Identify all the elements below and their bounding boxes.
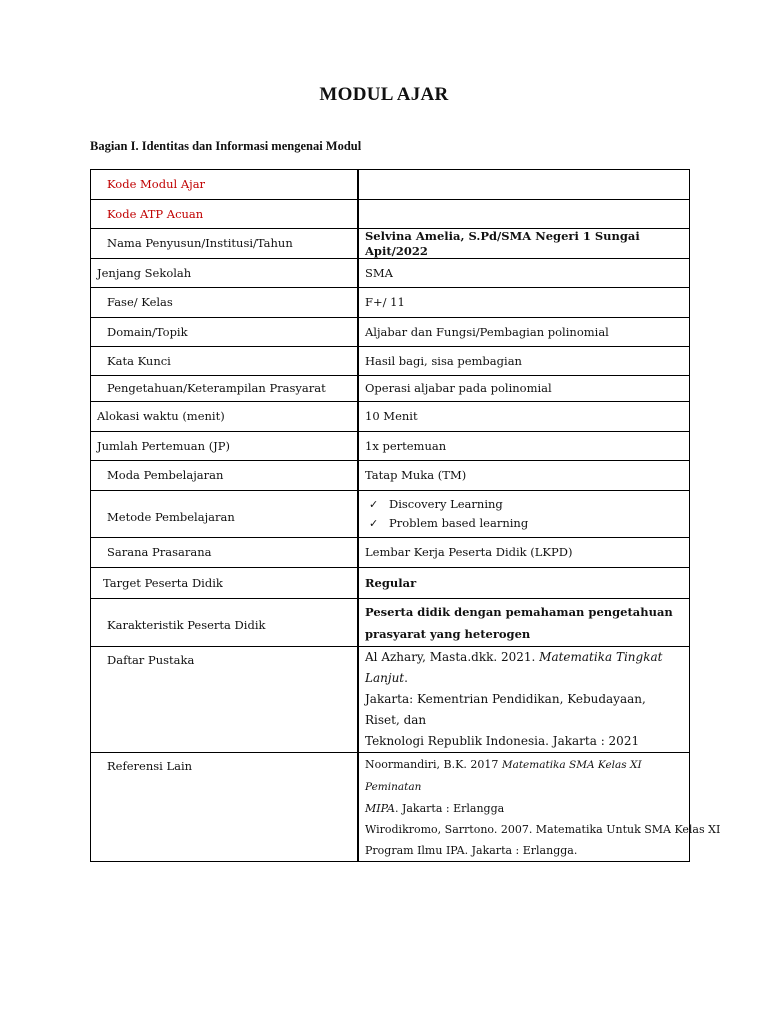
row-value: Hasil bagi, sisa pembagian <box>358 347 690 376</box>
check-icon: ✓ <box>369 498 379 511</box>
value-line: Peserta didik dengan pemahaman pengetahuan <box>365 604 673 619</box>
list-item <box>369 495 683 514</box>
table-row <box>91 599 690 647</box>
table-row <box>91 347 690 376</box>
list-item <box>369 514 683 533</box>
row-label: Target Peserta Didik <box>91 568 359 599</box>
ref-text: Al Azhary, Masta.dkk. 2021. <box>365 650 540 664</box>
value-line <box>365 647 683 689</box>
table-row <box>91 318 690 347</box>
row-label: Fase/ Kelas <box>91 288 359 318</box>
table-row <box>91 259 690 288</box>
row-value: Operasi aljabar pada polinomial <box>358 376 690 402</box>
row-label: Pengetahuan/Keterampilan Prasyarat <box>91 376 359 402</box>
table-row <box>91 753 690 862</box>
row-value: Regular <box>358 568 690 599</box>
table-row <box>91 288 690 318</box>
table-row <box>91 402 690 432</box>
row-label: Nama Penyusun/Institusi/Tahun <box>91 229 359 259</box>
table-row <box>91 170 690 200</box>
method-list <box>365 495 683 533</box>
table-row <box>91 538 690 568</box>
ref-text: . <box>404 671 408 685</box>
ref-book-title: Matematika SMA Kelas XI Peminatan <box>365 759 642 793</box>
row-label: Daftar Pustaka <box>91 647 359 753</box>
row-value <box>358 170 690 200</box>
value-line: Jakarta: Kementrian Pendidikan, Kebudayaan, Riset, dan <box>365 692 646 727</box>
ref-text: Noormandiri, B.K. 2017 <box>365 758 502 771</box>
value-line: Teknologi Republik Indonesia. Jakarta : 2021 <box>365 734 640 748</box>
row-label: Jumlah Pertemuan (JP) <box>91 432 359 461</box>
ref-book-title: Matematika Tingkat Lanjut <box>365 650 663 685</box>
row-value: F+/ 11 <box>358 288 690 318</box>
row-label: Domain/Topik <box>91 318 359 347</box>
row-value: 1x pertemuan <box>358 432 690 461</box>
ref-text: . Jakarta : Erlangga <box>394 802 505 815</box>
table-row <box>91 432 690 461</box>
value-line: Program Ilmu IPA. Jakarta : Erlangga. <box>365 844 578 857</box>
value-line: prasyarat yang heterogen <box>365 626 531 641</box>
value-line <box>365 798 683 819</box>
method-label: Discovery Learning <box>389 497 503 511</box>
table-row <box>91 647 690 753</box>
check-icon: ✓ <box>369 517 379 530</box>
row-value <box>358 200 690 229</box>
row-value: Selvina Amelia, S.Pd/SMA Negeri 1 Sungai Apit/2022 <box>358 229 690 259</box>
value-line: Wirodikromo, Sarrtono. 2007. Matematika Untuk SMA Kelas XI <box>365 823 721 836</box>
row-label: Metode Pembelajaran <box>91 491 359 538</box>
row-value: Aljabar dan Fungsi/Pembagian polinomial <box>358 318 690 347</box>
row-label: Referensi Lain <box>91 753 359 862</box>
table-row <box>91 376 690 402</box>
identity-table <box>90 169 721 862</box>
row-value <box>358 753 721 862</box>
value-line <box>365 754 683 798</box>
row-value <box>358 491 690 538</box>
section-heading: Bagian I. Identitas dan Informasi mengenai Modul <box>90 139 362 153</box>
ref-book-title: MIPA <box>365 802 395 815</box>
table-row <box>91 491 690 538</box>
table-row <box>91 200 690 229</box>
row-value: SMA <box>358 259 690 288</box>
row-label: Kode Modul Ajar <box>91 170 359 200</box>
row-label: Moda Pembelajaran <box>91 461 359 491</box>
row-value: Tatap Muka (TM) <box>358 461 690 491</box>
method-label: Problem based learning <box>389 516 529 530</box>
table-row <box>91 568 690 599</box>
table-row <box>91 461 690 491</box>
row-label: Kode ATP Acuan <box>91 200 359 229</box>
row-value <box>358 647 690 753</box>
row-label: Sarana Prasarana <box>91 538 359 568</box>
page-title: MODUL AJAR <box>319 84 449 105</box>
row-value <box>358 599 690 647</box>
row-label: Kata Kunci <box>91 347 359 376</box>
row-value: 10 Menit <box>358 402 690 432</box>
row-label: Karakteristik Peserta Didik <box>91 599 359 647</box>
row-value: Lembar Kerja Peserta Didik (LKPD) <box>358 538 690 568</box>
table-row <box>91 229 690 259</box>
row-label: Jenjang Sekolah <box>91 259 359 288</box>
row-label: Alokasi waktu (menit) <box>91 402 359 432</box>
